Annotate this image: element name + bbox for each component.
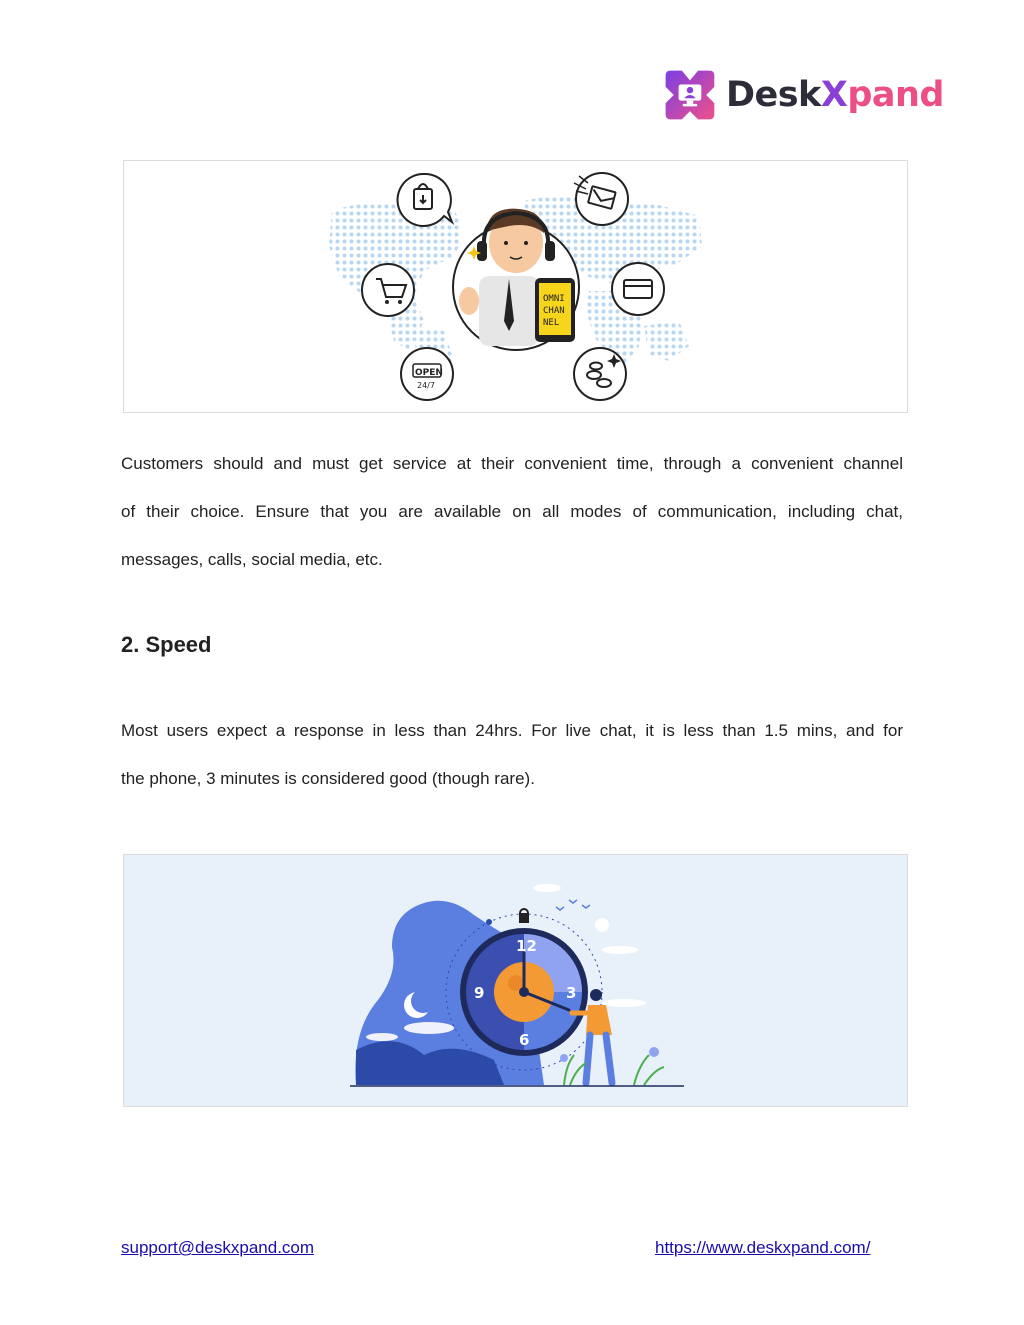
coins-icon (574, 348, 626, 400)
brand-name: DeskXpand (725, 75, 944, 115)
support-email-link[interactable]: support@deskxpand.com (121, 1238, 315, 1257)
website-link[interactable]: https://www.deskxpand.com/ (655, 1238, 871, 1257)
paragraph-line: the phone, 3 minutes is considered good (though rare). (121, 769, 535, 788)
open-sign-icon (401, 348, 453, 400)
paragraph-line: of their choice. Ensure that you are available on all modes of communication, including chat, (121, 502, 903, 521)
paragraph-speed (121, 707, 903, 803)
svg-text:9: 9 (474, 984, 485, 1002)
svg-text:OMNI: OMNI (543, 294, 565, 304)
svg-text:OPEN: OPEN (415, 368, 443, 378)
brand-logo (664, 60, 944, 130)
speed-clock-illustration (123, 854, 908, 1107)
paragraph-line: Customers should and must get service at their convenient time, through a convenient channel (121, 454, 903, 473)
shopping-cart-icon (362, 264, 414, 316)
paragraph-omnichannel (121, 440, 903, 584)
phone-omnichannel (535, 278, 575, 342)
paragraph-line: messages, calls, social media, etc. (121, 550, 383, 569)
omnichannel-illustration (123, 160, 908, 413)
svg-text:24/7: 24/7 (417, 381, 435, 390)
svg-text:NEL: NEL (543, 318, 560, 328)
svg-text:6: 6 (519, 1031, 530, 1049)
section-heading-speed: 2. Speed (121, 632, 212, 657)
email-icon (574, 173, 628, 225)
svg-text:12: 12 (516, 937, 537, 955)
svg-text:CHAN: CHAN (543, 306, 565, 316)
monitor-user-icon (664, 63, 716, 127)
svg-text:3: 3 (566, 984, 577, 1002)
paragraph-line: Most users expect a response in less than 24hrs. For live chat, it is less than 1.5 mins, and for (121, 721, 903, 740)
credit-card-icon (612, 263, 664, 315)
